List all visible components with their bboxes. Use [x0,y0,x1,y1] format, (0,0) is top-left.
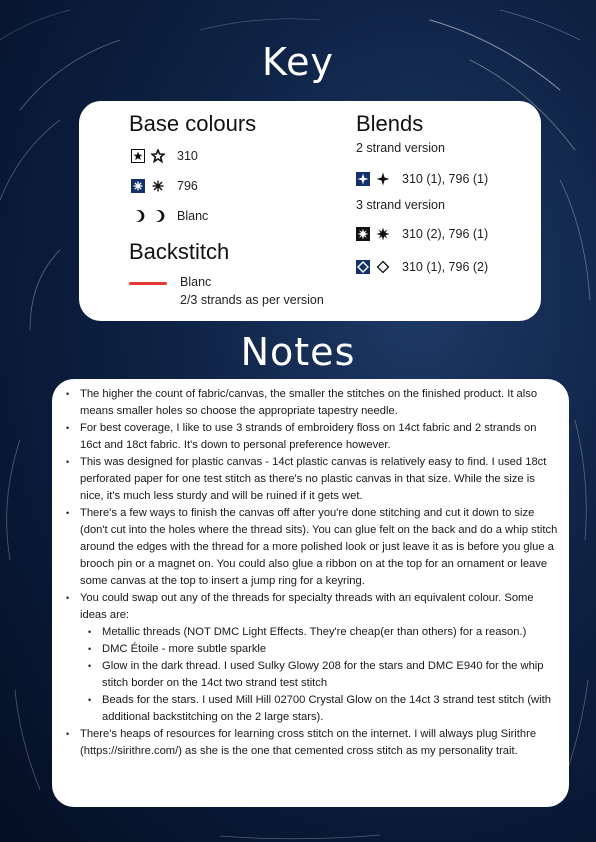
backstitch-line-icon [129,282,167,285]
blend-row [356,260,488,274]
note-item: • This was designed for plastic canvas - 14ct plastic canvas is relatively easy to find. I used 18ct perforated paper for one test stitch as there's no plastic canvas in that size. While the size is nice, it's much less sturdy and will be ruined if it gets wet. [66,454,559,505]
notes-title: Notes [240,330,356,374]
asterisk-icon [131,179,145,193]
star-icon [151,149,165,163]
asterisk-icon [151,179,165,193]
note-item [66,590,559,726]
three-strand-title: 3 strand version [356,198,445,212]
backstitch-title: Backstitch [129,239,230,264]
diamond-icon [376,260,390,274]
idea-item: • Glow in the dark thread. I used Sulky Glowy 208 for the stars and DMC E940 for the whip stitch border on the 14ct two strand test stitch [88,658,559,692]
base-colour-label: 310 [177,149,198,163]
blend-label: 310 (1), 796 (2) [402,260,489,274]
key-title: Key [262,40,334,84]
idea-item: • Metallic threads (NOT DMC Light Effects. They're cheap(er than others) for a reason.) [88,624,559,641]
key-card [79,101,541,321]
crescent-moon-icon [131,209,145,223]
burst-icon [376,227,390,241]
blend-label: 310 (1), 796 (1) [402,172,489,186]
note-item: • There's a few ways to finish the canvas off after you're done stitching and cut it down to size (don't cut into the holes where the thread sits). You can glue felt on the back and do a whip stitch around the edges with the thread for a more polished look or just leave it as is before you glue a brooch pin or a magnet on. You could also glue a ribbon on at the top for an ornament or leave some canvas at the top to insert a jump ring for a keyring. [66,505,559,590]
ideas-list [80,624,559,726]
idea-item: • DMC Étoile - more subtle sparkle [88,641,559,658]
base-colour-label: 796 [177,179,198,193]
base-colour-row [131,179,198,193]
blend-row [356,172,488,186]
base-colour-row [131,209,208,223]
backstitch-label: Blanc [180,275,212,289]
notes-list [66,386,559,760]
diamond-icon [356,260,370,274]
four-point-star-icon [376,172,390,186]
base-colour-row [131,149,198,163]
note-item: • The higher the count of fabric/canvas, the smaller the stitches on the finished product. It also means smaller holes so choose the appropriate tapestry needle. [66,386,559,420]
note-item: • There's heaps of resources for learning cross stitch on the internet. I will always plug Sirithre (https://sirithre.com/) as she is the one that cemented cross stitch as my personality trait. [66,726,559,760]
base-colours-title: Base colours [129,111,257,136]
blend-label: 310 (2), 796 (1) [402,227,489,241]
base-colour-label: Blanc [177,209,209,223]
two-strand-title: 2 strand version [356,141,445,155]
burst-icon [356,227,370,241]
four-point-star-icon [356,172,370,186]
crescent-moon-icon [151,209,165,223]
blend-row [356,227,488,241]
notes-card [52,379,569,807]
note-item: • For best coverage, I like to use 3 strands of embroidery floss on 14ct fabric and 2 strands on 16ct and 18ct fabric. It's down to personal preference however. [66,420,559,454]
note-item-text: You could swap out any of the threads for specialty threads with an equivalent colour. Some ideas are: [80,592,534,621]
idea-item: • Beads for the stars. I used Mill Hill 02700 Crystal Glow on the 14ct 3 strand test stitch (with additional backstitching on the 2 large stars). [88,692,559,726]
backstitch-note: 2/3 strands as per version [180,293,324,307]
blends-title: Blends [356,111,424,136]
star-icon [131,149,145,163]
